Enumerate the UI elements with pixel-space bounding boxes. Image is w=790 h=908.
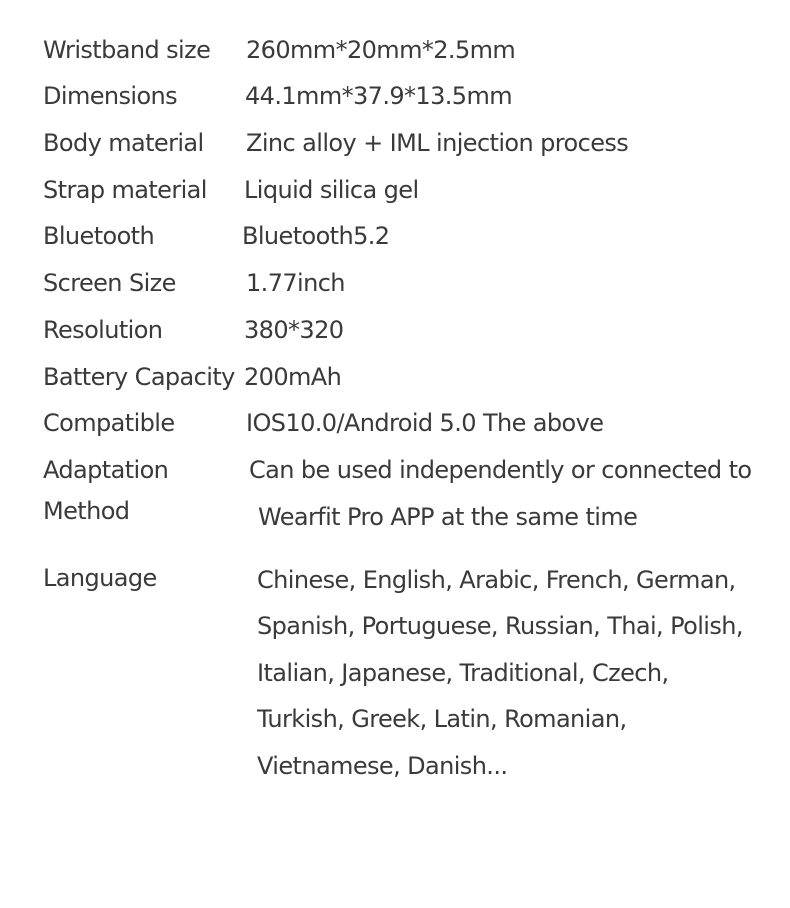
language-line: Vietnamese, Danish... bbox=[257, 752, 508, 780]
spec-label: Strap material bbox=[43, 176, 207, 204]
language-line: Italian, Japanese, Traditional, Czech, bbox=[257, 659, 669, 687]
language-line: Turkish, Greek, Latin, Romanian, bbox=[257, 705, 627, 733]
spec-value-line: Can be used independently or connected to bbox=[249, 456, 752, 484]
spec-value: 1.77inch bbox=[246, 269, 345, 297]
spec-value: IOS10.0/Android 5.0 The above bbox=[246, 409, 604, 437]
language-line: Spanish, Portuguese, Russian, Thai, Polish, bbox=[257, 612, 743, 640]
spec-label: Dimensions bbox=[43, 82, 178, 110]
spec-value: 44.1mm*37.9*13.5mm bbox=[245, 82, 513, 110]
spec-label-line: Method bbox=[43, 497, 130, 525]
spec-label: Wristband size bbox=[43, 36, 211, 64]
spec-value: Zinc alloy + IML injection process bbox=[246, 129, 629, 157]
spec-value: Liquid silica gel bbox=[244, 176, 419, 204]
spec-value: Bluetooth5.2 bbox=[242, 222, 390, 250]
spec-value: 260mm*20mm*2.5mm bbox=[246, 36, 516, 64]
language-line: Chinese, English, Arabic, French, German, bbox=[257, 566, 736, 594]
spec-label: Bluetooth bbox=[43, 222, 155, 250]
spec-value: 200mAh bbox=[244, 363, 342, 391]
spec-label: Language bbox=[43, 564, 157, 592]
spec-value-line: Wearfit Pro APP at the same time bbox=[258, 503, 638, 531]
spec-label: Compatible bbox=[43, 409, 175, 437]
spec-value: 380*320 bbox=[244, 316, 344, 344]
spec-label: Resolution bbox=[43, 316, 163, 344]
spec-label: Body material bbox=[43, 129, 204, 157]
spec-label: Screen Size bbox=[43, 269, 176, 297]
spec-label-line: Adaptation bbox=[43, 456, 169, 484]
spec-label: Battery Capacity bbox=[43, 363, 235, 391]
